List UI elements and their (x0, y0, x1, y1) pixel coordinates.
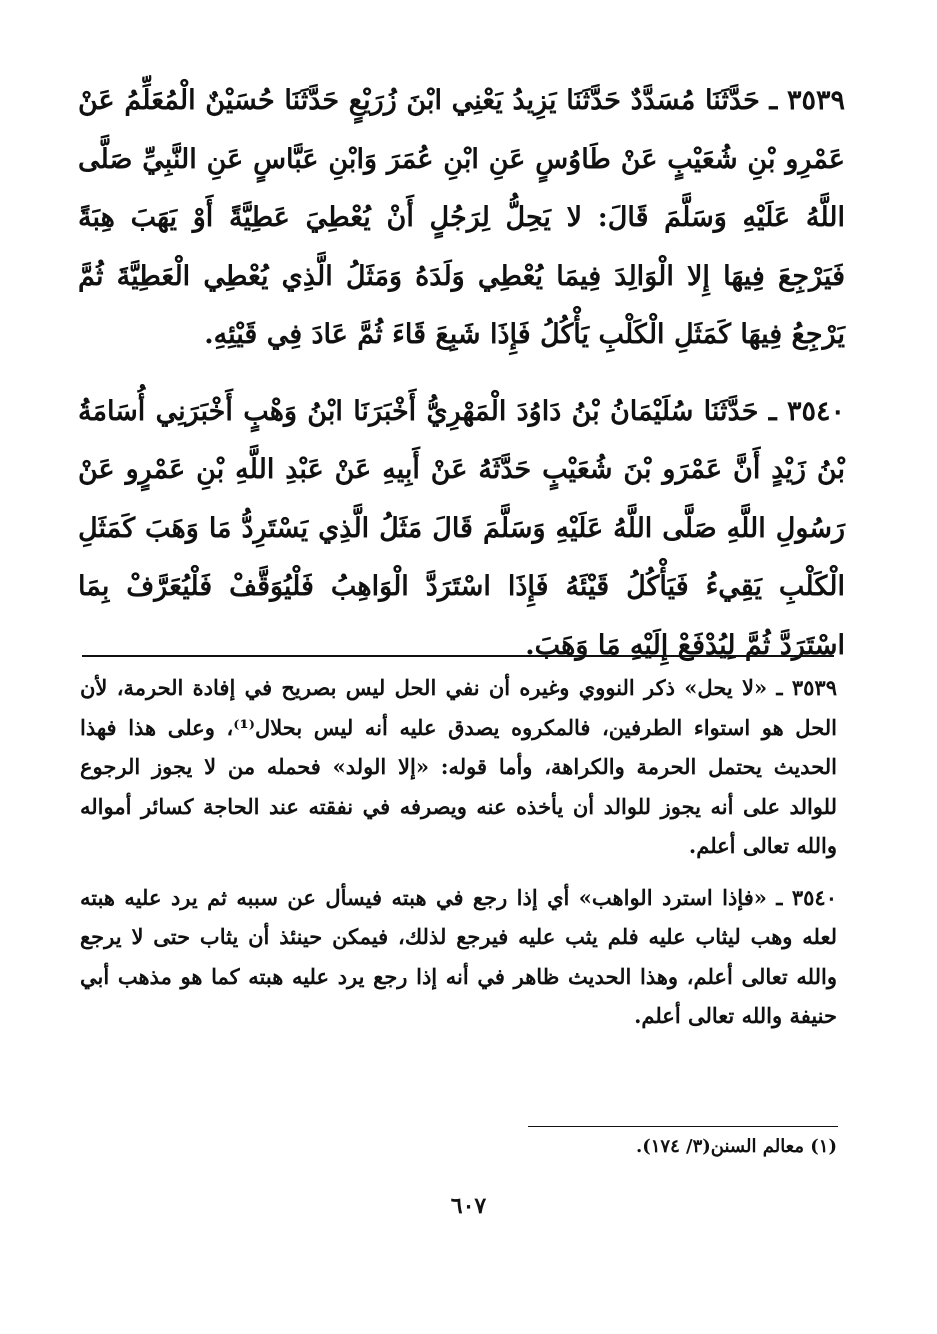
hadith-3540: ٣٥٤٠ ـ حَدَّثَنَا سُلَيْمَانُ بْنُ دَاوُدَ الْمَهْرِيُّ أَخْبَرَنَا ابْنُ وَهْبٍ أَخْبَرَنِي أُسَامَةُ بْنُ زَيْدٍ أَنَّ عَمْرَو بْنَ شُعَيْبٍ حَدَّثَهُ عَنْ أَبِيهِ عَنْ عَبْدِ اللَّهِ بْنِ عَمْرٍو عَنْ رَسُولِ اللَّهِ صَلَّى اللَّهُ عَلَيْهِ وَسَلَّمَ قَالَ مَثَلُ الَّذِي يَسْتَرِدُّ مَا وَهَبَ كَمَثَلِ الْكَلْبِ يَقِيءُ فَيَأْكُلُ قَيْئَهُ فَإِذَا اسْتَرَدَّ الْوَاهِبُ فَلْيُوَقَّفْ فَلْيُعَرَّفْ بِمَا اسْتَرَدَّ ثُمَّ لِيُدْفَعْ إِلَيْهِ مَا وَهَبَ. (78, 395, 845, 661)
footnote-divider (528, 1126, 838, 1127)
commentary-block (80, 668, 837, 1048)
commentary-3539: ٣٥٣٩ ـ «لا يحل» ذكر النووي وغيره أن نفي الحل ليس بصريح في إفادة الحرمة، لأن الحل هو استواء الطرفين، فالمكروه يصدق عليه أنه ليس بحلال⁽¹⁾، وعلى هذا فهذا الحديث يحتمل الحرمة والكراهة، وأما قوله: «إلا الولد» فحمله من لا يجوز الرجوع للوالد على أنه يجوز للوالد أن يأخذه عنه ويصرفه في نفقته عند الحاجة كسائر أمواله والله تعالى أعلم. (80, 675, 837, 858)
page-number: ٦٠٧ (450, 1193, 487, 1219)
hadith-3539: ٣٥٣٩ ـ حَدَّثَنَا مُسَدَّدٌ حَدَّثَنَا يَزِيدُ يَعْنِي ابْنَ زُرَيْعٍ حَدَّثَنَا حُسَيْنٌ الْمُعَلِّمُ عَنْ عَمْرِو بْنِ شُعَيْبٍ عَنْ طَاوُسٍ عَنِ ابْنِ عُمَرَ وَابْنِ عَبَّاسٍ عَنِ النَّبِيِّ صَلَّى اللَّهُ عَلَيْهِ وَسَلَّمَ قَالَ: لا يَحِلُّ لِرَجُلٍ أَنْ يُعْطِيَ عَطِيَّةً أَوْ يَهَبَ هِبَةً فَيَرْجِعَ فِيهَا إِلا الْوَالِدَ فِيمَا يُعْطِي وَلَدَهُ وَمَثَلُ الَّذِي يُعْطِي الْعَطِيَّةَ ثُمَّ يَرْجِعُ فِيهَا كَمَثَلِ الْكَلْبِ يَأْكُلُ فَإِذَا شَبِعَ قَاءَ ثُمَّ عَادَ فِي قَيْئِهِ. (78, 85, 845, 350)
commentary-3540: ٣٥٤٠ ـ «فإذا استرد الواهب» أي إذا رجع في هبته فيسأل عن سببه ثم يرد عليه هبته لعله وهب ليثاب عليه فلم يثب عليه فيرجع لذلك، فيمكن حينئذ أن يثاب حتى لا يرجع والله تعالى أعلم، وهذا الحديث ظاهر في أنه إذا رجع يرد عليه هبته كما هو مذهب أبي حنيفة والله تعالى أعلم. (80, 884, 837, 1028)
section-divider (82, 655, 834, 657)
hadith-text-block (78, 72, 845, 693)
footnote: (١) معالم السنن(٣/ ١٧٤). (635, 1136, 837, 1157)
